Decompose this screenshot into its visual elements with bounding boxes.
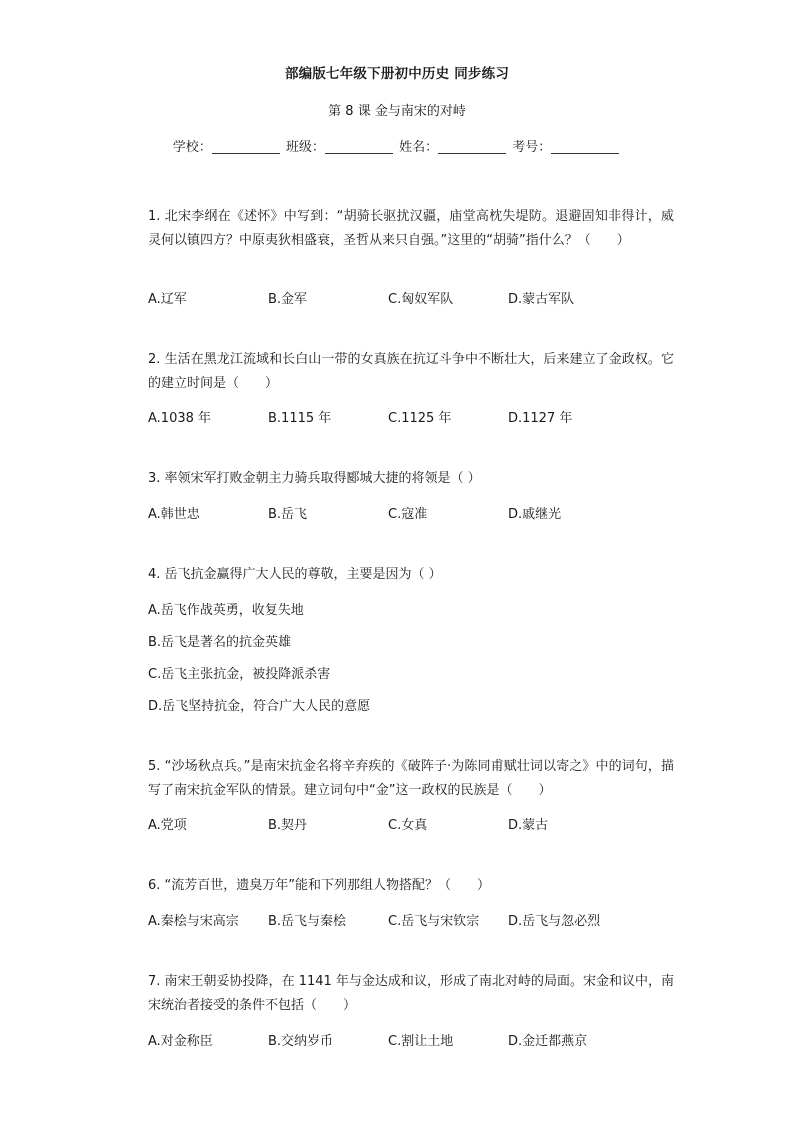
question-1-option-b: B.金军 [268,292,308,307]
question-4-option-d: D.岳飞坚持抗金，符合广大人民的意愿 [148,699,371,714]
question-4-option-b: B.岳飞是著名的抗金英雄 [148,635,292,650]
question-2-option-c: C.1125 年 [388,411,452,426]
class-blank[interactable] [325,139,393,154]
class-label: 班级： [285,140,325,155]
question-5-option-a: A.党项 [148,818,187,833]
question-7-options [148,1030,708,1050]
school-blank[interactable] [212,139,280,154]
name-blank[interactable] [438,139,506,154]
question-5-option-d: D.蒙古 [508,818,549,833]
name-label: 姓名： [399,140,439,155]
question-2-option-d: D.1127 年 [508,411,573,426]
page-title: 部编版七年级下册初中历史 同步练习 [284,66,510,82]
question-1-options [148,288,708,308]
question-1-option-c: C.匈奴军队 [388,292,454,307]
question-3-option-a: A.韩世忠 [148,507,200,522]
question-7-option-c: C.割让土地 [388,1034,454,1049]
school-label: 学校： [172,140,212,155]
question-7-option-a: A.对金称臣 [148,1034,213,1049]
question-6-option-a: A.秦桧与宋高宗 [148,914,239,929]
question-3-options [148,503,708,523]
question-5-option-c: C.女真 [388,818,428,833]
question-2-stem: 2. 生活在黑龙江流域和长白山一带的女真族在抗辽斗争中不断壮大，后来建立了金政权。它的建立时间是（ ） [148,352,674,391]
question-1-option-d: D.蒙古军队 [508,292,575,307]
question-2-option-a: A.1038 年 [148,411,212,426]
question-6-options [148,910,708,930]
student-info-line [0,136,794,155]
question-1-stem: 1. 北宋李纲在《述怀》中写到：“胡骑长驱扰汉疆，庙堂高枕失堤防。退避固知非得计，威灵何以镇四方？中原夷狄相盛衰，圣哲从来只自强。”这里的“胡骑”指什么？（ ） [148,209,674,248]
question-7-option-b: B.交纳岁币 [268,1034,334,1049]
question-7-stem: 7. 南宋王朝妥协投降，在 1141 年与金达成和议，形成了南北对峙的局面。宋金和议中，南宋统治者接受的条件不包括（ ） [148,974,674,1013]
question-3-option-b: B.岳飞 [268,507,308,522]
lesson-subtitle: 第 8 课 金与南宋的对峙 [328,104,466,119]
question-6-option-c: C.岳飞与宋钦宗 [388,914,480,929]
question-2-option-b: B.1115 年 [268,411,332,426]
question-5-option-b: B.契丹 [268,818,308,833]
question-5-stem: 5. “沙场秋点兵。”是南宋抗金名将辛弃疾的《破阵子·为陈同甫赋壮词以寄之》中的词句，描写了南宋抗金军队的情景。建立词句中“金”这一政权的民族是（ ） [148,759,674,798]
question-5-options [148,814,708,834]
question-3-option-c: C.寇准 [388,507,428,522]
exam-number-blank[interactable] [551,139,619,154]
question-6-option-b: B.岳飞与秦桧 [268,914,347,929]
question-4-option-a: A.岳飞作战英勇，收复失地 [148,603,304,618]
question-3-option-d: D.戚继光 [508,507,562,522]
question-2-options [148,407,708,427]
question-3-stem: 3. 率领宋军打败金朝主力骑兵取得郾城大捷的将领是（ ） [148,471,481,486]
question-4-option-c: C.岳飞主张抗金，被投降派杀害 [148,667,331,682]
question-4-stem: 4. 岳飞抗金赢得广大人民的尊敬，主要是因为（ ） [148,567,442,582]
exam-number-label: 考号： [512,140,552,155]
question-1-option-a: A.辽军 [148,292,187,307]
question-7-option-d: D.金迁都燕京 [508,1034,588,1049]
question-6-stem: 6. “流芳百世，遗臭万年”能和下列那组人物搭配？（ ） [148,878,491,893]
question-6-option-d: D.岳飞与忽必烈 [508,914,601,929]
